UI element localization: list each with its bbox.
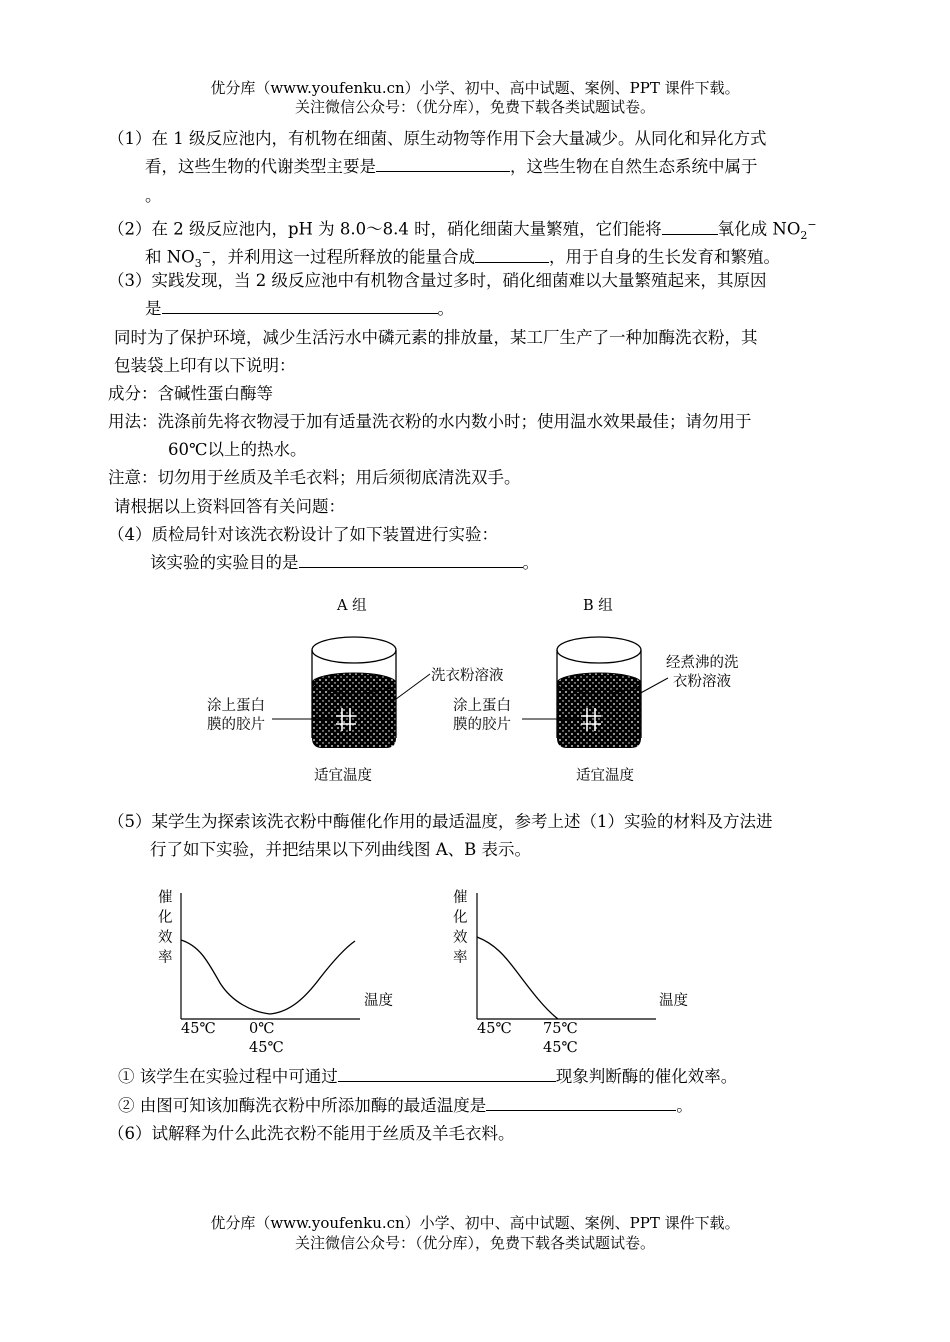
q1-text-a: 看，这些生物的代谢类型主要是 [145,157,376,176]
chart-b-tick-3: 45℃ [543,1040,578,1056]
chart-a-ylabel-1: 催 [158,890,173,906]
q5-sub-1 [118,1067,737,1087]
q3-line-1: （3）实践发现，当 2 级反应池中有机物含量过多时，硝化细菌难以大量繁殖起来，其原因 [108,271,767,290]
note: 注意：切勿用于丝质及羊毛衣料；用后须彻底清洗双手。 [108,468,521,487]
footer-line-1: 优分库（www.youfenku.cn）小学、初中、高中试题、案例、PPT 课件下载。 [210,1214,740,1232]
q5-sub-2 [118,1096,693,1116]
ingredients: 成分：含碱性蛋白酶等 [108,384,273,403]
q5-blank-2[interactable] [486,1096,676,1111]
no3-superscript: − [201,246,211,259]
q4-text-b: 。 [522,553,539,572]
chart-a-tick-1: 45℃ [181,1021,216,1037]
film-b-label-2: 膜的胶片 [453,717,511,733]
film-b-label-1: 涂上蛋白 [453,698,511,714]
chart-a-tick-2: 0℃ [249,1021,275,1037]
temp-b-label: 适宜温度 [576,768,634,784]
solution-a-label: 洗衣粉溶液 [431,668,504,684]
footer-line-2: 关注微信公众号：（优分库），免费下载各类试题试卷。 [294,1234,655,1252]
header-line-2: 关注微信公众号：（优分库），免费下载各类试题试卷。 [294,98,655,116]
q1-text-b: ，这些生物在自然生态系统中属于 [510,157,758,176]
chart-a-xlabel: 温度 [364,993,393,1009]
q2-text-d: ，并利用这一过程所释放的能量合成 [210,247,475,267]
chart-b-tick-2: 75℃ [543,1021,578,1037]
chart-a-curve [181,940,355,1014]
q2-text-e: ，用于自身的生长发育和繁殖。 [548,247,780,267]
solution-b-label-2: 衣粉溶液 [673,674,731,690]
chart-a-ylabel-4: 率 [158,950,173,966]
q5-line-2: 行了如下实验，并把结果以下列曲线图 A、B 表示。 [150,840,532,859]
no3-subscript: 3 [194,256,202,270]
q4-text-a: 该实验的实验目的是 [150,553,299,572]
chart-b-ylabel-3: 效 [453,930,468,946]
chart-a-ylabel-2: 化 [158,910,173,926]
q3-text-b: 。 [437,299,454,318]
intro-line-2: 包装袋上印有以下说明： [114,356,296,375]
q3-text-a: 是 [145,299,162,318]
q2-text-a: （2）在 2 级反应池内，pH 为 8.0～8.4 时，硝化细菌大量繁殖，它们能将 [108,219,662,239]
q2-text-c: 和 NO [145,247,195,267]
q5-blank-1[interactable] [338,1067,556,1082]
q2-text-b: 氧化成 NO [717,219,801,239]
q5-sub2-text-b: 。 [676,1096,693,1115]
chart-b-xlabel: 温度 [659,993,688,1009]
intro-line-1: 同时为了保护环境，减少生活污水中磷元素的排放量，某工厂生产了一种加酶洗衣粉，其 [114,328,758,347]
usage-line-1: 用法：洗涤前先将衣物浸于加有适量洗衣粉的水内数小时；使用温水效果最佳；请勿用于 [108,412,752,431]
q5-line-1: （5）某学生为探索该洗衣粉中酶催化作用的最适温度，参考上述（1）实验的材料及方法进 [108,812,773,831]
film-a-label-2: 膜的胶片 [207,717,265,733]
temp-a-label: 适宜温度 [314,768,372,784]
q5-sub1-text-a: ① 该学生在实验过程中可通过 [118,1067,338,1086]
group-a-label: A 组 [337,598,367,614]
chart-b-ylabel-1: 催 [453,890,468,906]
chart-b-ylabel-2: 化 [453,910,468,926]
chart-a [181,893,360,1019]
q1-line-1: （1）在 1 级反应池内，有机物在细菌、原生动物等作用下会大量减少。从同化和异化方式 [108,129,767,148]
no2-superscript: − [807,218,817,231]
q1-line-3: 。 [145,186,162,205]
chart-b-ylabel-4: 率 [453,950,468,966]
chart-a-ylabel-3: 效 [158,930,173,946]
usage-line-2: 60℃以上的热水。 [168,440,307,459]
q5-sub1-text-b: 现象判断酶的催化效率。 [555,1067,738,1086]
q6-line-1: （6）试解释为什么此洗衣粉不能用于丝质及羊毛衣料。 [108,1124,515,1143]
no2-subscript: 2 [800,228,808,242]
film-a-label-1: 涂上蛋白 [207,698,265,714]
group-b-label: B 组 [583,598,613,614]
chart-b [477,893,656,1019]
chart-b-curve [477,937,558,1019]
chart-a-tick-3: 45℃ [249,1040,284,1056]
q4-line-1: （4）质检局针对该洗衣粉设计了如下装置进行实验： [108,525,498,544]
ask-line: 请根据以上资料回答有关问题： [114,497,345,516]
solution-b-label-1: 经煮沸的洗 [666,655,739,671]
q5-sub2-text-a: ② 由图可知该加酶洗衣粉中所添加酶的最适温度是 [118,1096,487,1115]
chart-b-tick-1: 45℃ [477,1021,512,1037]
header-line-1: 优分库（www.youfenku.cn）小学、初中、高中试题、案例、PPT 课件下载。 [210,79,740,97]
